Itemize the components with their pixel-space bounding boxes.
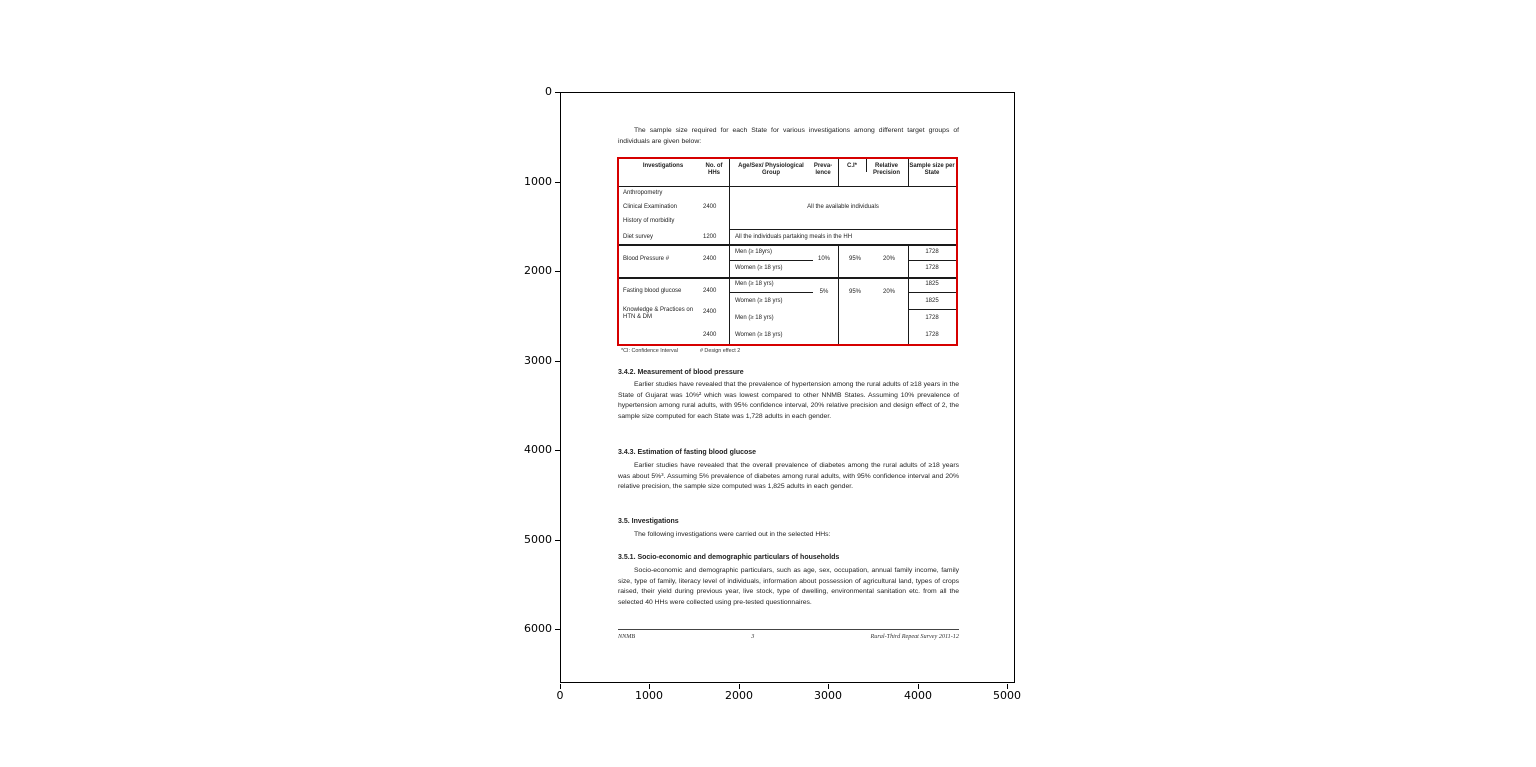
y-tick-label: 0 bbox=[545, 85, 552, 98]
table-footnote bbox=[621, 348, 740, 354]
table-line bbox=[729, 229, 956, 230]
col-header-prevalence: Preva- lence bbox=[813, 163, 833, 177]
prevalence-value: 10% bbox=[817, 256, 830, 262]
investigation-name: Knowledge & Practices on HTN & DM bbox=[623, 307, 694, 321]
precision-value: 20% bbox=[882, 256, 895, 262]
x-tick-label: 5000 bbox=[993, 689, 1021, 702]
hh-count: 2400 bbox=[703, 256, 717, 262]
table-line bbox=[729, 260, 813, 261]
section-heading-342: 3.4.2. Measurement of blood pressure bbox=[618, 369, 744, 376]
hh-count: 2400 bbox=[703, 332, 717, 338]
table-line bbox=[908, 260, 956, 261]
table-line bbox=[908, 244, 909, 344]
x-tick-label: 1000 bbox=[635, 689, 663, 702]
y-tick-label: 6000 bbox=[524, 622, 552, 635]
plot-area bbox=[560, 92, 1015, 683]
precision-value: 20% bbox=[882, 289, 895, 295]
intro-paragraph: The sample size required for each State for various investigations among different target groups of individuals are given below: bbox=[618, 127, 959, 145]
hh-count: 2400 bbox=[703, 204, 717, 210]
sample-size: 1825 bbox=[925, 281, 939, 287]
y-tick-label: 5000 bbox=[524, 533, 552, 546]
group-label: Men (≥ 18yrs) bbox=[735, 249, 772, 255]
col-header-sample: Sample size per State bbox=[909, 163, 955, 177]
merged-note: All the individuals partaking meals in the HH bbox=[735, 234, 853, 240]
group-label: Men (≥ 18 yrs) bbox=[735, 315, 774, 321]
table-line bbox=[619, 244, 956, 246]
table-line bbox=[619, 277, 956, 279]
y-tick-label: 4000 bbox=[524, 443, 552, 456]
investigation-name: History of morbidity bbox=[623, 218, 675, 224]
merged-note: All the available individuals bbox=[807, 204, 879, 210]
section-body-351: Socio-economic and demographic particulars, such as age, sex, occupation, annual family income, family size, type of family, literacy level of individuals, information about possession of agricultural land, types of crops raised, their yield during previous year, live stock, type of dwelling, environmental sanitation etc. from all the selected 40 HHs were collected using pre-tested questionnaires. bbox=[618, 567, 959, 606]
investigation-name: Clinical Examination bbox=[623, 204, 678, 210]
footnote-ci: *CI: Confidence Interval bbox=[621, 348, 678, 354]
x-tick-label: 0 bbox=[556, 689, 564, 702]
hh-count: 1200 bbox=[703, 234, 717, 240]
hh-count: 2400 bbox=[703, 288, 717, 294]
sample-size: 1728 bbox=[925, 315, 939, 321]
footer-right: Rural-Third Repeat Survey 2011-12 bbox=[870, 633, 959, 640]
group-label: Women (≥ 18 yrs) bbox=[735, 265, 783, 271]
y-tick-label: 2000 bbox=[524, 264, 552, 277]
col-header-group: Age/Sex/ Physiological Group bbox=[738, 163, 804, 177]
section-heading-35: 3.5. Investigations bbox=[618, 518, 679, 525]
section-body-342: Earlier studies have revealed that the prevalence of hypertension among the rural adults of ≥18 years in the State of Gujarat was 10%² which was lowest compared to other NNMB States. Assuming 10% prevalence of hypertension among rural adults, with 95% confidence interval, 20% relative precision and design effect of 2, the sample size computed for each State was 1,728 adults in each gender. bbox=[618, 381, 959, 420]
footnote-design-effect: # Design effect 2 bbox=[699, 348, 741, 354]
footer-page-number: 3 bbox=[751, 633, 755, 640]
sample-size: 1728 bbox=[925, 332, 939, 338]
section-body-343: Earlier studies have revealed that the overall prevalence of diabetes among the rural adults of ≥18 years was about 5%³. Assuming 5% prevalence of diabetes among rural adults, with 95% confidence interval and 20% relative precision, the sample size computed was 1,825 adults in each gender. bbox=[618, 462, 959, 491]
x-tick-label: 4000 bbox=[904, 689, 932, 702]
x-tick-label: 2000 bbox=[725, 689, 753, 702]
group-label: Women (≥ 18 yrs) bbox=[735, 332, 783, 338]
section-body-35: The following investigations were carried out in the selected HHs: bbox=[634, 531, 831, 538]
x-tick-label: 3000 bbox=[814, 689, 842, 702]
table-line bbox=[838, 244, 839, 344]
table-line bbox=[908, 292, 956, 293]
sample-size-table bbox=[617, 157, 958, 346]
footer-left: NNMB bbox=[618, 633, 636, 640]
table-line bbox=[619, 186, 956, 187]
sample-size: 1825 bbox=[925, 298, 939, 304]
table-line bbox=[729, 292, 813, 293]
ci-value: 95% bbox=[848, 256, 861, 262]
col-header-hhs: No. of HHs bbox=[705, 163, 723, 177]
footer-rule bbox=[618, 629, 959, 630]
sample-size: 1728 bbox=[925, 265, 939, 271]
col-header-ci: C.I* bbox=[846, 163, 857, 169]
document-page bbox=[561, 93, 1014, 682]
y-tick-label: 1000 bbox=[524, 175, 552, 188]
page-footer bbox=[618, 633, 959, 640]
group-label: Women (≥ 18 yrs) bbox=[735, 298, 783, 304]
prevalence-value: 5% bbox=[819, 289, 829, 295]
col-header-investigations: Investigations bbox=[642, 163, 684, 169]
group-label: Men (≥ 18 yrs) bbox=[735, 281, 774, 287]
investigation-name: Diet survey bbox=[623, 234, 654, 240]
investigation-name: Anthropometry bbox=[623, 190, 663, 196]
section-heading-351: 3.5.1. Socio-economic and demographic particulars of households bbox=[618, 554, 840, 561]
y-tick-label: 3000 bbox=[524, 354, 552, 367]
section-heading-343: 3.4.3. Estimation of fasting blood glucose bbox=[618, 449, 757, 456]
ci-value: 95% bbox=[848, 289, 861, 295]
investigation-name: Fasting blood glucose bbox=[623, 288, 682, 294]
hh-count: 2400 bbox=[703, 309, 717, 315]
investigation-name: Blood Pressure # bbox=[623, 256, 670, 262]
table-line bbox=[908, 309, 956, 310]
sample-size: 1728 bbox=[925, 249, 939, 255]
col-header-precision: Relative Precision bbox=[872, 163, 900, 177]
